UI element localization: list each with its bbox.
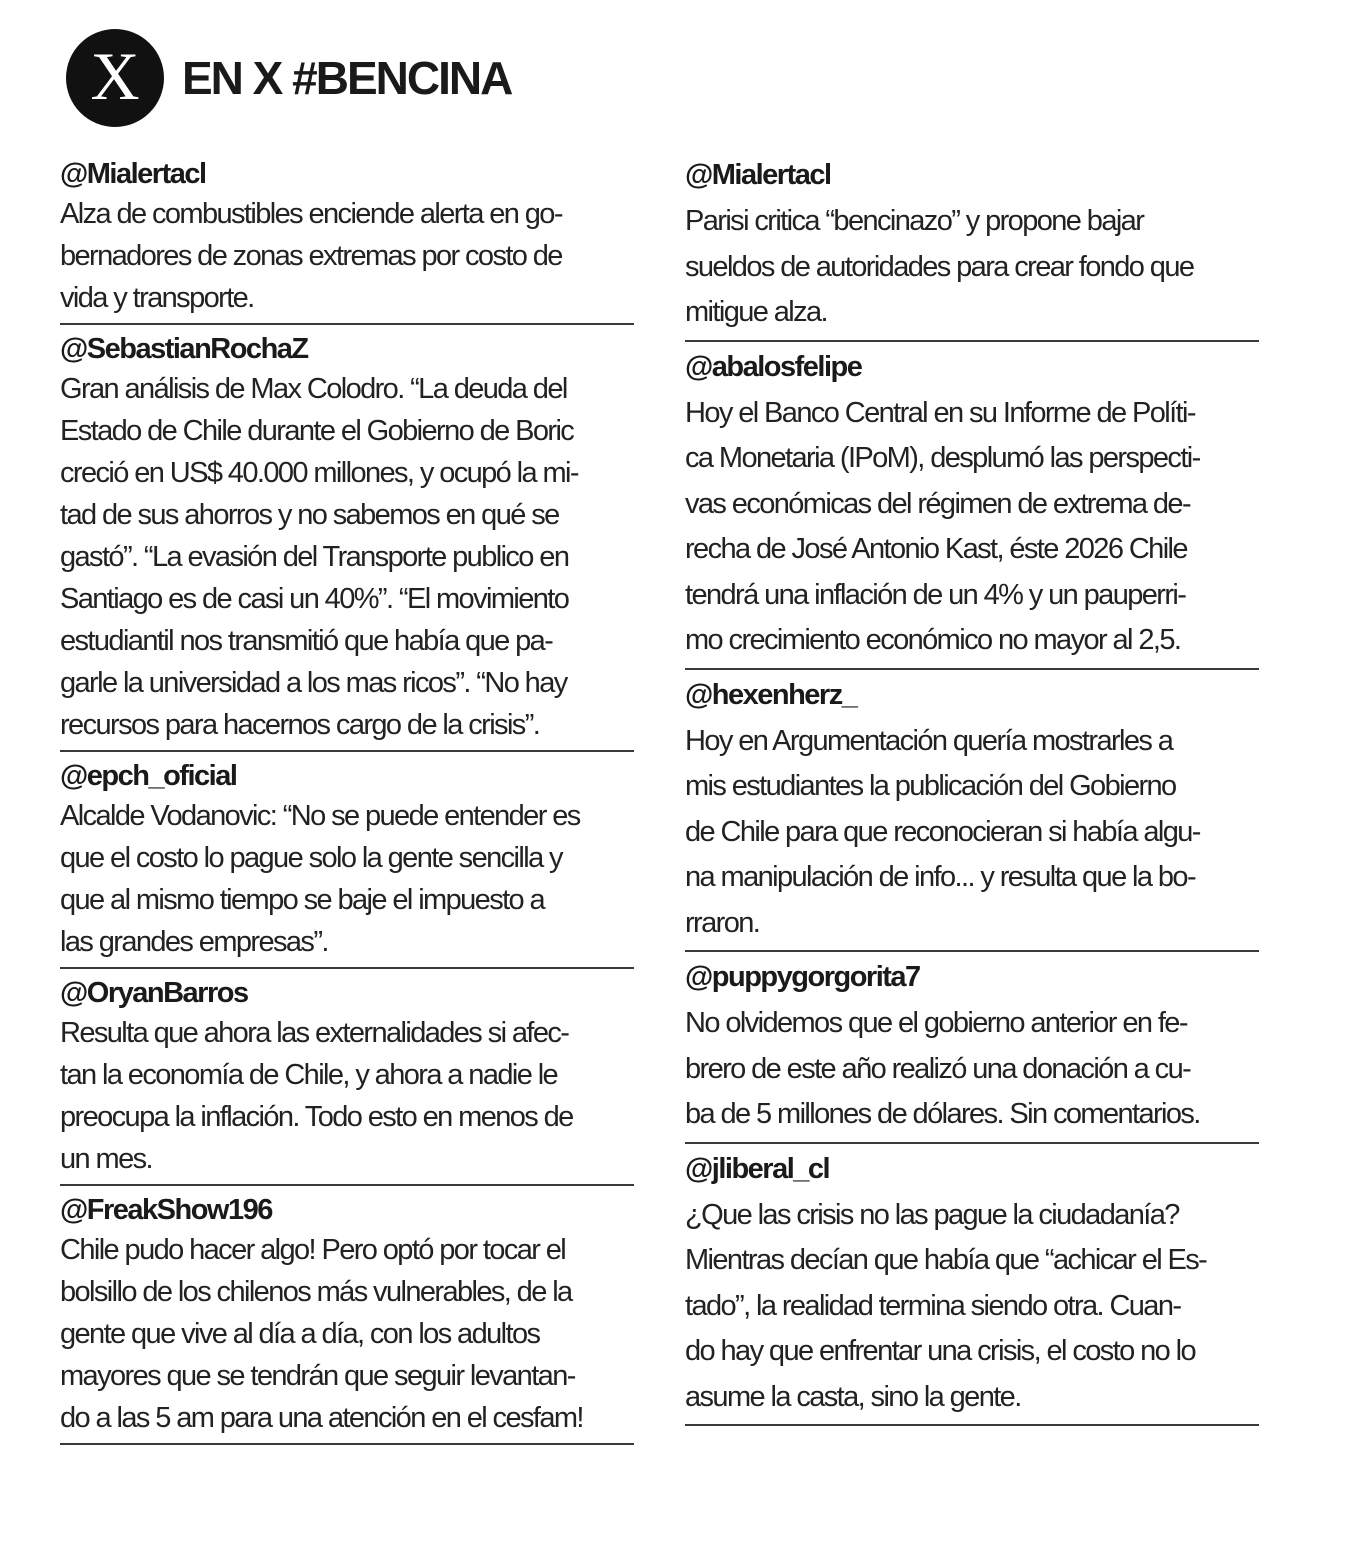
- tweet-text: Chile pudo hacer algo! Pero optó por tocar el bolsillo de los chilenos más vulnerables, de la gente que vive al día a día, con los adultos mayores que se tendrán que seguir levantan- do a las 5 am para una atención en el cesfam!: [60, 1234, 583, 1434]
- tweet-item: [685, 1144, 1259, 1427]
- left-column: [60, 150, 634, 1445]
- tweet-handle: @abalosfelipe: [685, 350, 862, 383]
- section-header: [66, 28, 511, 128]
- tweet-text: Alcalde Vodanovic: “No se puede entender es que el costo lo pague solo la gente sencilla y que al mismo tiempo se baje el impuesto a las grandes empresas”.: [60, 800, 580, 958]
- tweet-item: [685, 670, 1259, 953]
- tweet-text: No olvidemos que el gobierno anterior en fe- brero de este año realizó una donación a cu- ba de 5 millones de dólares. Sin comentarios.: [685, 1007, 1200, 1130]
- tweet-text: Resulta que ahora las externalidades si afec- tan la economía de Chile, y ahora a nadie le preocupa la inflación. Todo esto en menos de un mes.: [60, 1017, 573, 1175]
- tweet-handle: @OryanBarros: [60, 977, 248, 1009]
- tweet-text: Alza de combustibles enciende alerta en go- bernadores de zonas extremas por costo de vida y transporte.: [60, 198, 562, 314]
- tweet-handle: @Mialertacl: [685, 159, 831, 191]
- tweet-text: Gran análisis de Max Colodro. “La deuda del Estado de Chile durante el Gobierno de Boric creció en US$ 40.000 millones, y ocupó la mi- tad de sus ahorros y no sabemos en qué se gastó”. “La evasión del Transporte publico en Santiago es de casi un 40%”. “El movimiento estudiantil nos transmitió que había que pa- garle la universidad a los mas ricos”. “No hay recursos para hacernos cargo de la crisis”.: [60, 373, 578, 741]
- tweet-handle: @SebastianRochaZ: [60, 333, 308, 365]
- tweet-item: [60, 150, 634, 325]
- tweet-item: [685, 150, 1259, 342]
- tweet-handle: @FreakShow196: [60, 1194, 272, 1226]
- x-logo-glyph: X: [90, 38, 140, 114]
- tweet-text: Parisi critica “bencinazo” y propone bajar sueldos de autoridades para crear fondo que mitigue alza.: [685, 205, 1194, 328]
- tweet-text: Hoy en Argumentación quería mostrarles a mis estudiantes la publicación del Gobierno de Chile para que reconocieran si había algu- na manipulación de info... y resulta que la bo- rraron.: [685, 724, 1200, 939]
- tweet-item: [60, 325, 634, 752]
- section-title: EN X #BENCINA: [182, 52, 512, 104]
- tweet-item: [685, 342, 1259, 670]
- tweet-handle: @puppygorgorita7: [685, 961, 920, 993]
- tweet-handle: @hexenherz_: [685, 678, 857, 711]
- tweet-handle: @epch_oficial: [60, 760, 237, 792]
- right-column: [685, 150, 1259, 1426]
- tweet-item: [60, 969, 634, 1186]
- x-logo-icon: [66, 29, 164, 127]
- tweet-item: [685, 952, 1259, 1144]
- tweet-text: Hoy el Banco Central en su Informe de Políti- ca Monetaria (IPoM), desplumó las perspecti- vas económicas del régimen de extrema de- recha de José Antonio Kast, éste 2026 Chile tendrá una inflación de un 4% y un pauperri- mo crecimiento económico no mayor al 2,5.: [685, 396, 1200, 656]
- tweet-item: [60, 752, 634, 969]
- tweet-item: [60, 1186, 634, 1445]
- tweet-text: ¿Que las crisis no las pague la ciudadanía? Mientras decían que había que “achicar el Es- tado”, la realidad termina siendo otra. Cuan- do hay que enfrentar una crisis, el costo no lo asume la casta, sino la gente.: [685, 1198, 1207, 1413]
- tweet-handle: @jliberal_cl: [685, 1152, 830, 1185]
- tweet-handle: @Mialertacl: [60, 158, 206, 190]
